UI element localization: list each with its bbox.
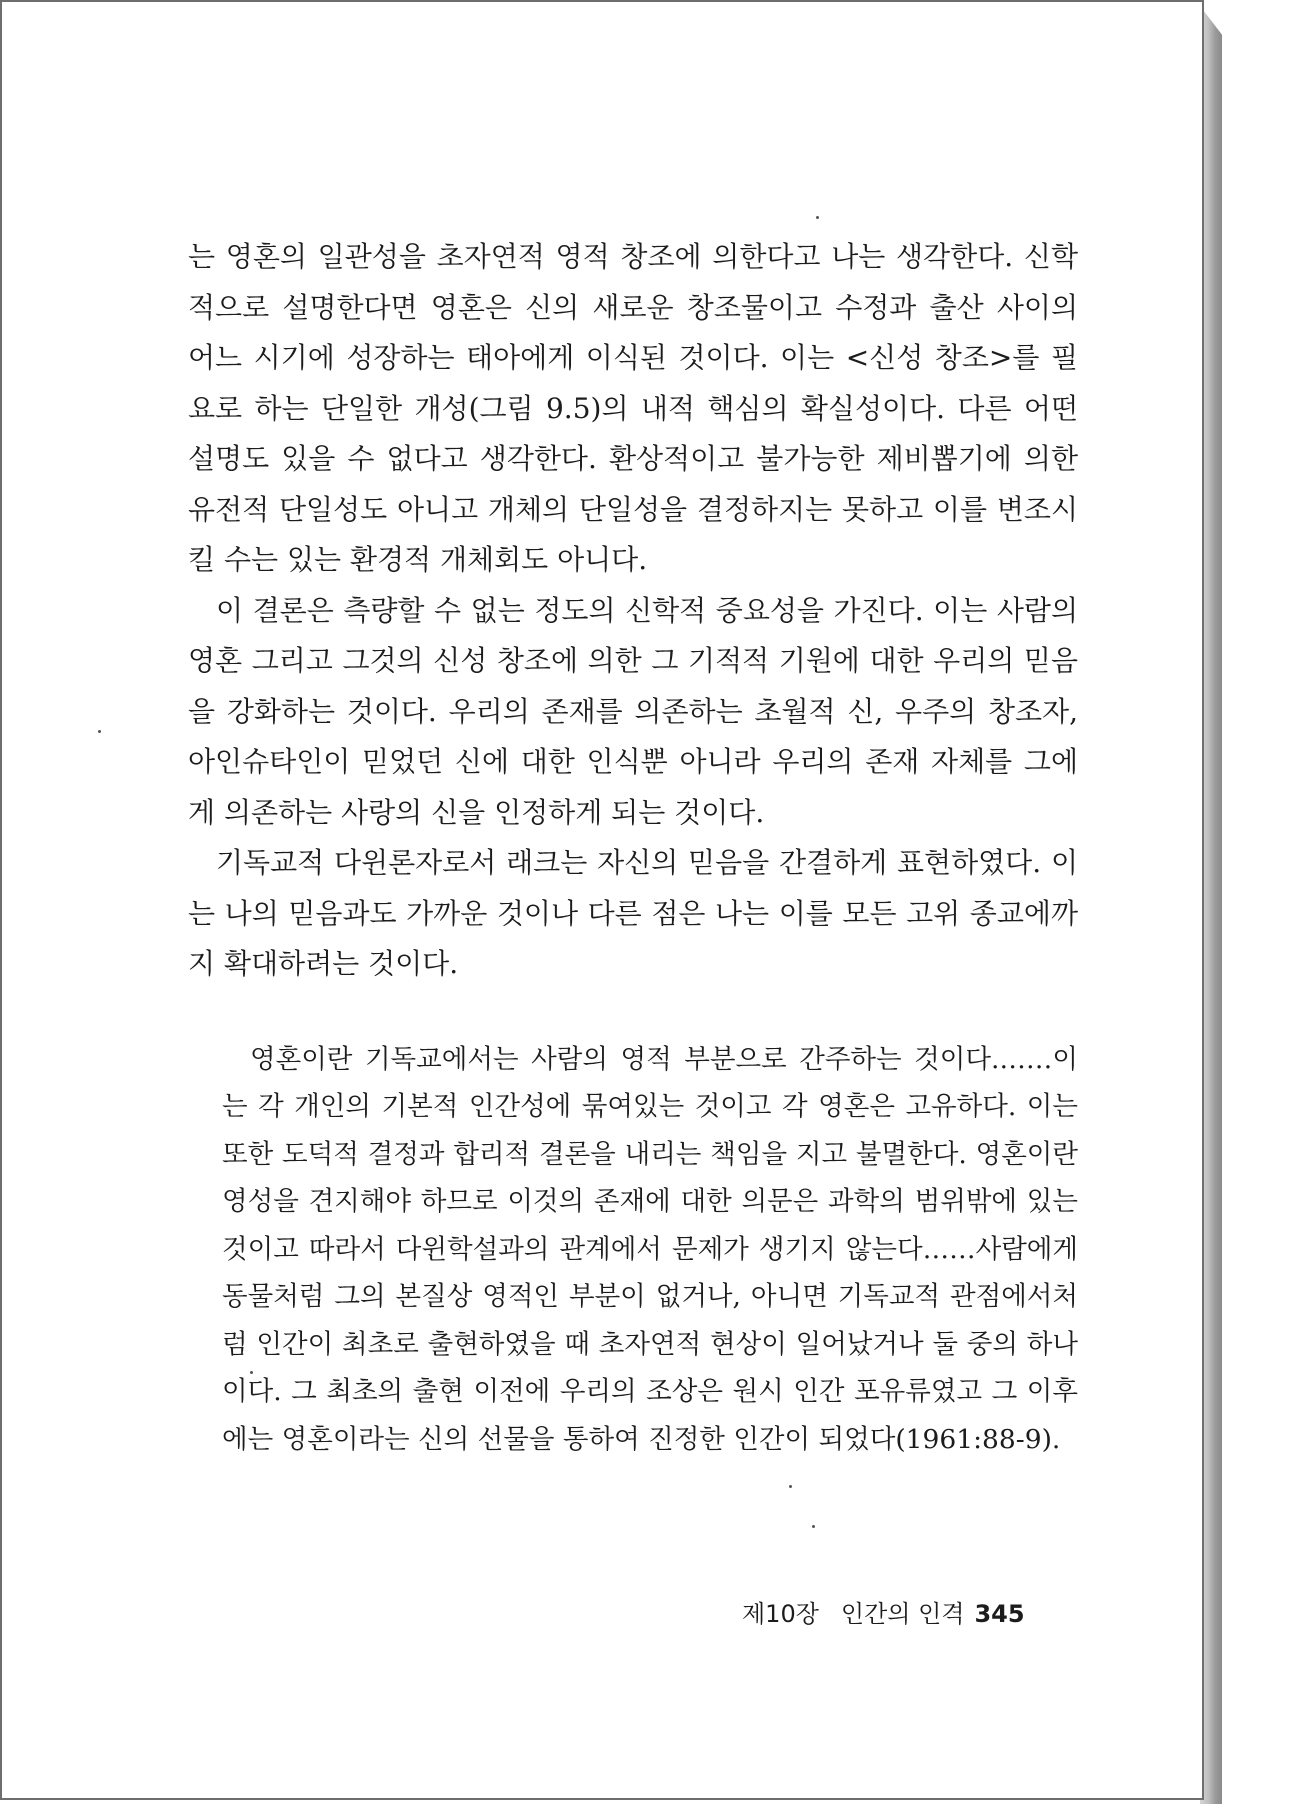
scan-speck xyxy=(250,1371,253,1374)
scan-speck xyxy=(98,730,101,733)
footer-title: 인간의 인격 xyxy=(840,1600,965,1628)
footer-chapter: 제10장 xyxy=(742,1600,819,1628)
body-paragraph-3: 기독교적 다윈론자로서 래크는 자신의 믿음을 간결하게 표현하였다. 이는 나의 믿음과도 가까운 것이나 다른 점은 나는 이를 모든 고위 종교에까지 확대하려는 것이다. xyxy=(188,846,1078,980)
body-paragraph-1: 는 영혼의 일관성을 초자연적 영적 창조에 의한다고 나는 생각한다. 신학적으로 설명한다면 영혼은 신의 새로운 창조물이고 수정과 출산 사이의 어느 시기에 성장하는 태아에게 이식된 것이다. 이는 <신성 창조>를 필요로 하는 단일한 개성(그림 9.5)의 내적 핵심의 확실성이다. 다른 어떤 설명도 있을 수 없다고 생각한다. 환상적이고 불가능한 제비뽑기에 의한 유전적 단일성도 아니고 개체의 단일성을 결정하지는 못하고 이를 변조시킬 수는 있는 환경적 개체회도 아니다. xyxy=(188,240,1078,576)
running-footer xyxy=(742,1594,1062,1629)
scan-speck xyxy=(816,216,819,219)
scan-speck xyxy=(812,1525,815,1528)
scan-speck xyxy=(789,1485,792,1488)
page-body xyxy=(188,232,1078,1463)
body-paragraph-2: 이 결론은 측량할 수 없는 정도의 신학적 중요성을 가진다. 이는 사람의 영혼 그리고 그것의 신성 창조에 의한 그 기적적 기원에 대한 우리의 믿음을 강화하는 것이다. 우리의 존재를 의존하는 초월적 신, 우주의 창조자, 아인슈타인이 믿었던 신에 대한 인식뿐 아니라 우리의 존재 자체를 그에게 의존하는 사랑의 신을 인정하게 되는 것이다. xyxy=(188,593,1078,829)
block-quote: 영혼이란 기독교에서는 사람의 영적 부분으로 간주하는 것이다.……이는 각 개인의 기본적 인간성에 묶여있는 것이고 각 영혼은 고유하다. 이는 또한 도덕적 결정과 합리적 결론을 내리는 책임을 지고 불멸한다. 영혼이란 영성을 견지해야 하므로 이것의 존재에 대한 의문은 과학의 범위밖에 있는 것이고 따라서 다윈학설과의 관계에서 문제가 생기지 않는다……사람에게 동물처럼 그의 본질상 영적인 부분이 없거나, 아니면 기독교적 관점에서처럼 인간이 최초로 출현하였을 때 초자연적 현상이 일어났거나 둘 중의 하나이다. 그 최초의 출현 이전에 우리의 조상은 원시 인간 포유류였고 그 이후에는 영혼이라는 신의 선물을 통하여 진정한 인간이 되었다(1961:88-9). xyxy=(222,1043,1078,1455)
page-number: 345 xyxy=(974,1600,1025,1628)
